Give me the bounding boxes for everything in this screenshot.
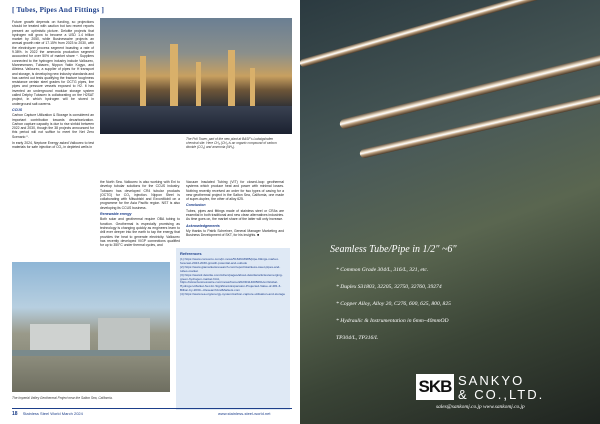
advertisement-page (300, 0, 600, 424)
reference-link[interactable]: (4) https://www.iea.org/energy-system/carbon-capture-utilisation-and-storage (180, 292, 286, 297)
article-paragraph: Tubes, pipes and fittings made of stainless steel or CRAs are essential in both traditional and new clean alternatives industries. As time goes on, the market share of the latter will only increase. (186, 208, 284, 222)
ad-contact[interactable]: sales@sankomj.co.jp www.sankomj.co.jp (436, 404, 525, 410)
acknowledgements-heading: Acknowledgements (186, 223, 220, 228)
article-paragraph: the North Sea. Vallourec is also working with Eni to develop tubular solutions for the CCUS industry. Tubacex has developed CR4 tubular products (OCTG) for CO₂ injection. Nippon Steel is collaborating with Mitsubishi and ExxonMobil on a programme for the Asia Pacific region. NST is also developing its CCUS business. (100, 180, 180, 210)
page-number: 18 (12, 411, 18, 417)
ad-spec-item: TP304/L, TP316/L (336, 335, 378, 341)
publication-name: Stainless Steel World March 2024 (22, 411, 83, 416)
article-paragraph: In early 2024, Neptune Energy asked Vallourec to test materials for safe injection of CO₂ in depleted wells in (12, 141, 94, 150)
ad-spec-item: * Common Grade 304/L, 316/L, 321, etc. (336, 267, 429, 273)
article-paragraph: Vacuum Insulated Tubing (VIT) for closed-loop geothermal systems which produce heat and power with minimal losses. Nothing recently received an order for two types of casing for a new geothermal project in the Salton Sea, California, one made of super-duplex, the other of alloy 625. (186, 180, 284, 202)
photo-caption-top: The Poll Tower, part of the new plant at BASF's Ludwigshafen chemical site. Here CH₄ (CH₄ is an organic compound of carbon dioxide (CO₂) and ammonia (NH₃). (186, 137, 277, 149)
footer-rule (12, 408, 292, 409)
article-column-3 (186, 180, 284, 240)
article-paragraph: Future growth depends on funding, so projections should be treated with caution but two recent reports present an optimistic picture. Deloitte projects that hydrogen will grow to become a USD 1.4 trillion market by 2050, while Businesswire projects an annual growth rate of 17.15% from 2023 to 2030, with the electrolyzer process segment boasting a rate of 9.38%. In 2022 the ammonia production segment accounted for over 50% of market share ⁴. Suppliers connected to the hydrogen industry include Vallourec, Mannesmann, Tubacex, Nippon Yakin Kogyo, and Alleima. Vallourec, a supplier of pipes for H transport and storage, is developing new industry standards and has carried out tests qualifying the fracture toughness resistance certain steel grades for OCTG pipes, line pipes and pressure vessels exposed to H2. It has invented an underground modular storage system called Delphy Tubacex is collaborating on the H2SAT project, in which hydrogen will be stored in underground salt caverns. (12, 20, 94, 106)
reference-link[interactable]: (3) https://www2.deloitte.com/cd/en/pages/about-deloitte/articles/emerging-green-hydrogen-market.html, https://www.businesswire.com/news/home/20230114005061/en/Global-Hydrogen-Market-Set-for-Significant-Expansion-Projected-Value-of-281.3-Billion-by-2030---ResearchAndMarkets.com (180, 272, 283, 293)
renewable-heading: Renewable energy (100, 212, 132, 217)
article-column-2 (100, 180, 180, 249)
photo-caption-bottom: The Imperial Valley Geothermal Project near the Salton Sea, California. (12, 396, 113, 400)
chemical-plant-photo (100, 18, 292, 134)
pipe-image (300, 0, 589, 68)
geothermal-plant-photo (12, 262, 170, 392)
ccus-heading: CCUS (12, 107, 23, 112)
conclusion-heading: Conclusion (186, 203, 206, 208)
article-paragraph: Carbon Capture Utilization & Storage is considered an important contribution towards decarbonization. Carbon capture capacity is due to rise sixfold between 2022 and 2030, though the 38 projects announced for this period will not suffice to meet the Net Zero Scenario ⁵. (12, 113, 94, 139)
references-title: References (180, 251, 202, 256)
article-column-1 (12, 20, 94, 152)
ad-spec-item: * Duplex S31803, 32205, 32750, 32760, 39274 (336, 284, 442, 290)
reference-link[interactable]: (2) https://www.giamarketsresearch.com/report/stainless-steel-pipes-and-tubes-market (180, 264, 281, 273)
ad-title: Seamless Tube/Pipe in 1/2" ~6" (330, 244, 457, 255)
section-title: [ Tubes, Pipes And Fittings ] (12, 6, 105, 14)
footer-url[interactable]: www.stainless-steel-world.net (218, 411, 271, 416)
pipe-image (339, 48, 600, 130)
article-paragraph: My thanks to Patrik Schreiner, General Manager Marketing and Business Development of SKT, for his insights. ■ (186, 228, 284, 238)
references-box (176, 248, 290, 410)
reference-link[interactable]: (1) https://www.consorco.com/pr-news/5162643985/pipe-fittings-market-forecast-2023-2030-growth-potential-and-outlook (180, 257, 279, 265)
company-name: SANKYO (458, 373, 525, 388)
ad-spec-item: * Hydraulic & Instrumentation in 6mm~40mmOD (336, 318, 449, 324)
company-name-suffix: & CO.,LTD. (458, 387, 545, 402)
article-paragraph: Both solar and geothermal require OBA tubing to function. Geothermal is especially promising as technology is changing quickly as engineers learn to drill ever deeper into the earth to tap the energy that provides the heat to generate electricity. Vallourec has recently developed VIGP connections qualified for up to 350°C under thermal cycles, and (100, 217, 180, 248)
footer-publication (12, 411, 83, 417)
ad-spec-item: * Copper Alloy, Alloy 20, C276, 600, 625, 800, 825 (336, 301, 451, 307)
sankyo-logo-mark: SKB (416, 374, 454, 400)
ad-spec-list (336, 262, 586, 347)
